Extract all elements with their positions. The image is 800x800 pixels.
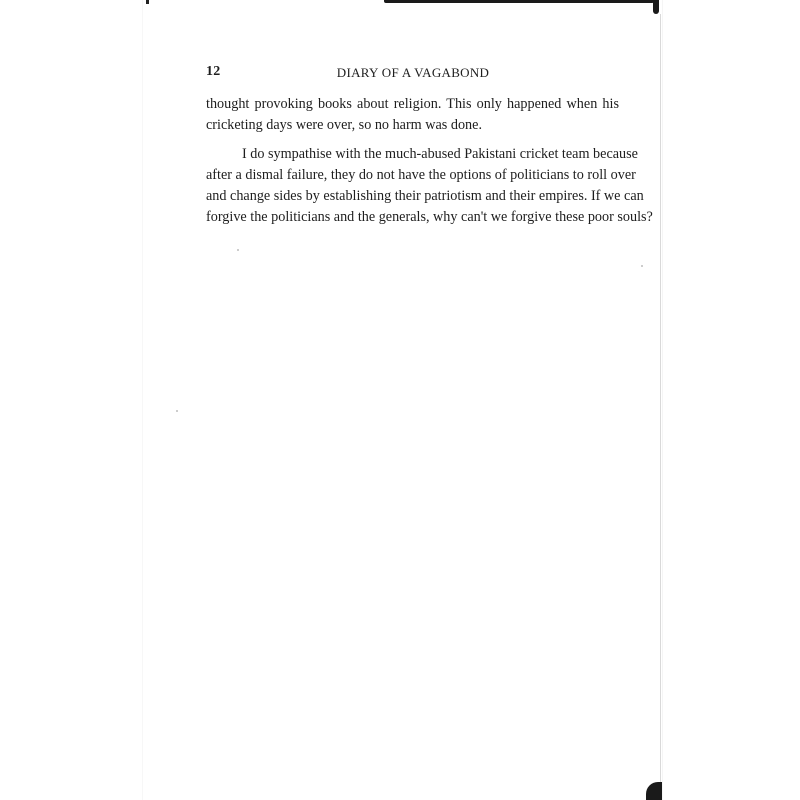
paragraph-2 [206,144,653,228]
scan-edge-corner-top [653,0,659,14]
page-number: 12 [206,64,221,79]
text-line: thought provoking books about religion. This only happened when his [206,96,619,112]
dust-speck [237,249,239,251]
dust-speck [176,410,178,412]
scan-edge-top [384,0,654,3]
scan-edge-mark [146,0,149,4]
text-line: after a dismal failure, they do not have the options of politicians to roll over [206,167,636,183]
page-edge-line [660,14,661,784]
text-line: cricketing days were over, so no harm was done. [206,117,482,133]
running-title: DIARY OF A VAGABOND [336,65,490,80]
body-text [206,94,653,228]
text-line: forgive the politicians and the generals, why can't we forgive these poor souls? [206,209,653,225]
scan-edge-corner-bottom [646,782,662,800]
text-line: I do sympathise with the much-abused Pakistani cricket team because [242,146,638,162]
text-line: and change sides by establishing their patriotism and their empires. If we can [206,188,644,204]
page-header [206,64,620,82]
dust-speck [641,265,643,267]
paragraph-1 [206,94,619,136]
